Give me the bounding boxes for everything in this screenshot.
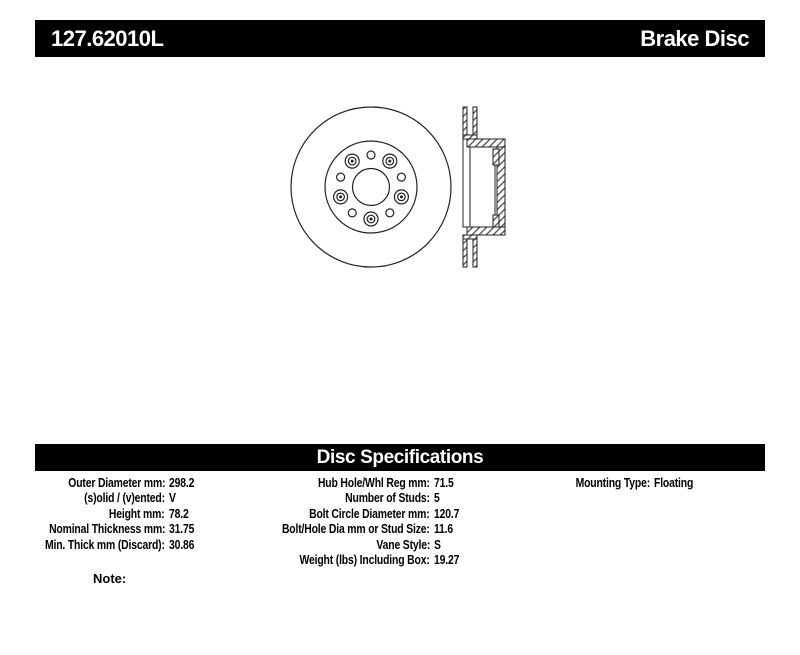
spec-value: 78.2 bbox=[169, 505, 189, 521]
spec-section-bar bbox=[35, 444, 765, 471]
header-bar bbox=[35, 20, 765, 57]
spec-label: (s)olid / (v)ented: bbox=[84, 490, 165, 506]
note-label: Note: bbox=[93, 571, 127, 586]
spec-label: Nominal Thickness mm: bbox=[48, 521, 165, 537]
spec-label: Hub Hole/Whl Reg mm: bbox=[318, 475, 430, 490]
spec-value: V bbox=[169, 490, 176, 506]
brake-disc-front-view bbox=[291, 107, 451, 267]
wheel-studs bbox=[334, 154, 409, 226]
product-title: Brake Disc bbox=[640, 25, 749, 51]
spec-value: S bbox=[434, 536, 441, 552]
spec-value: 71.5 bbox=[434, 475, 454, 490]
spec-label: Weight (lbs) Including Box: bbox=[299, 551, 430, 567]
spec-label: Outer Diameter mm: bbox=[67, 475, 165, 490]
spec-value: 11.6 bbox=[434, 521, 454, 537]
spec-value: 19.27 bbox=[434, 551, 460, 567]
spec-value: 30.86 bbox=[169, 536, 195, 552]
spec-value: 5 bbox=[434, 490, 440, 506]
spec-label: Bolt/Hole Dia mm or Stud Size: bbox=[282, 521, 430, 537]
part-number: 127.62010L bbox=[51, 25, 164, 51]
spec-label: Bolt Circle Diameter mm: bbox=[309, 505, 430, 521]
spec-value: 298.2 bbox=[169, 475, 195, 490]
technical-drawing bbox=[278, 93, 518, 283]
spec-value: 120.7 bbox=[434, 505, 460, 521]
spec-section-title: Disc Specifications bbox=[316, 446, 484, 468]
spec-label: Vane Style: bbox=[376, 536, 430, 552]
hub-holes bbox=[337, 151, 406, 217]
brake-disc-cross-section bbox=[463, 107, 505, 267]
spec-label: Number of Studs: bbox=[345, 490, 430, 506]
spec-value: Floating bbox=[654, 475, 694, 490]
spec-label: Min. Thick mm (Discard): bbox=[45, 536, 165, 552]
spec-value: 31.75 bbox=[169, 521, 195, 537]
spec-label: Mounting Type: bbox=[575, 475, 650, 490]
spec-label: Height mm: bbox=[109, 505, 165, 521]
